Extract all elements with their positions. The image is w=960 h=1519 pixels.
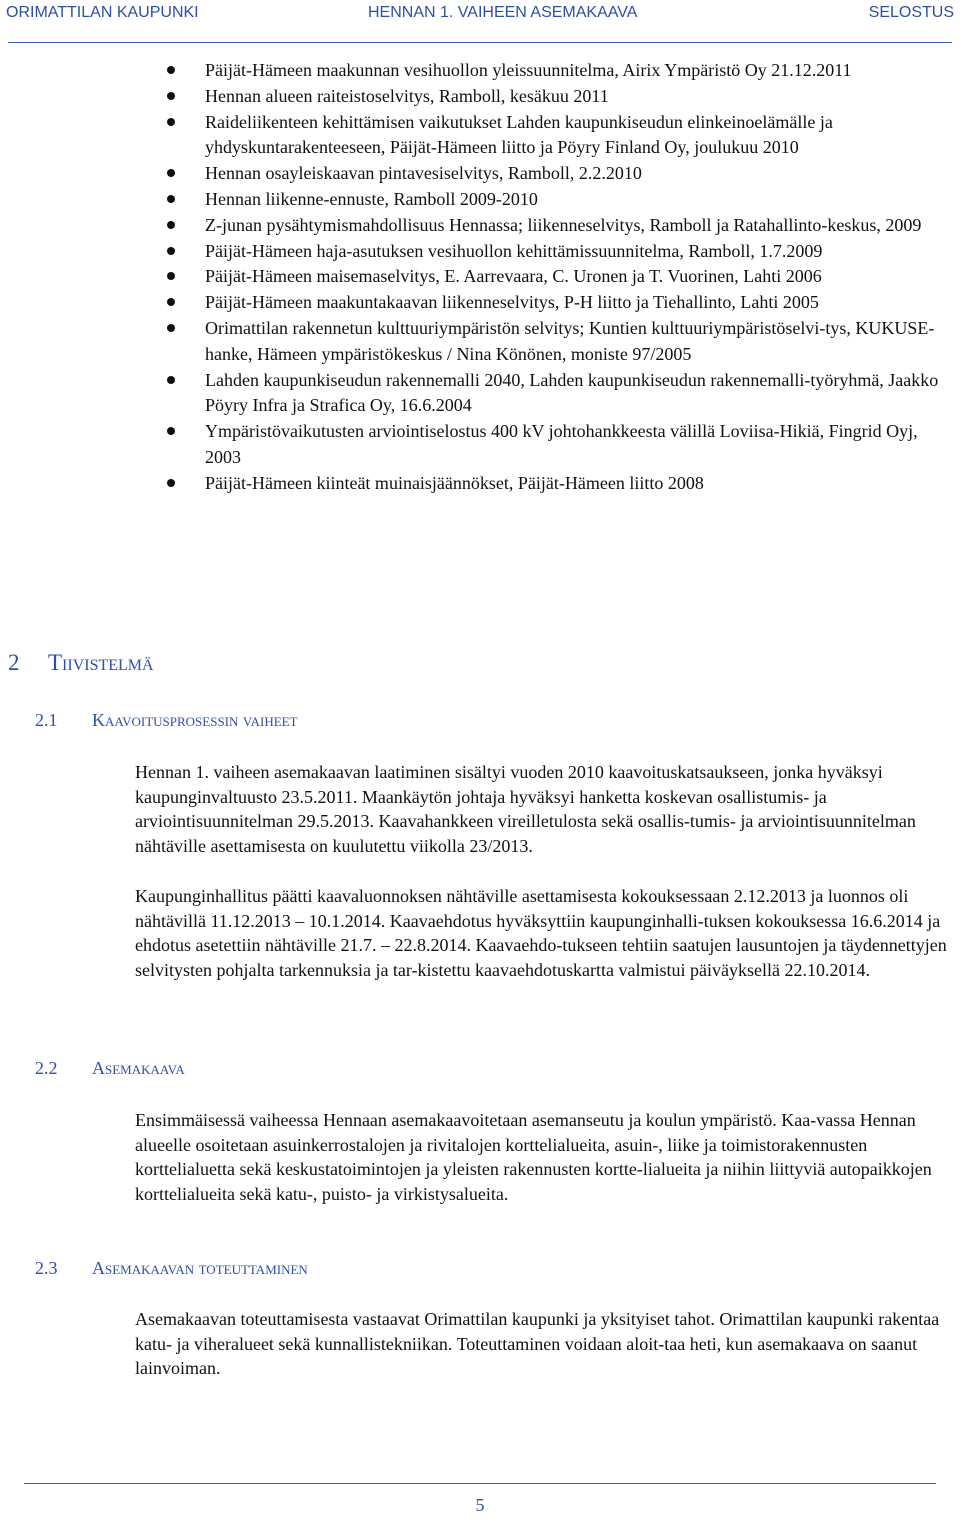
section-number: 2.2 — [35, 1058, 58, 1078]
reference-item — [167, 110, 957, 162]
page-header — [6, 4, 954, 26]
reference-text: Z-junan pysähtymismahdollisuus Hennassa; liikenneselvitys, Ramboll ja Ratahallinto-keskus, 2009 — [205, 214, 922, 235]
header-document-title: HENNAN 1. VAIHEEN ASEMAKAAVA — [368, 4, 638, 21]
section-number: 2 — [8, 650, 20, 675]
bullet-icon — [167, 221, 175, 229]
bullet-icon — [167, 272, 175, 280]
header-rule — [8, 42, 952, 43]
reference-item — [167, 187, 957, 213]
reference-text: Hennan liikenne-ennuste, Ramboll 2009-2010 — [205, 188, 538, 209]
section-2-2-heading — [35, 1058, 185, 1079]
section-title: Kaavoitusprosessin vaiheet — [92, 710, 298, 730]
reference-text: Orimattilan rakennetun kulttuuriympäristön selvitys; Kuntien kulttuuriympäristöselvi-tys, KUKUSE-hanke, Hämeen ympäristökeskus / Nina Könönen, moniste 97/2005 — [205, 317, 935, 364]
bullet-icon — [167, 66, 175, 74]
reference-item — [167, 84, 957, 110]
bullet-icon — [167, 324, 175, 332]
reference-text: Päijät-Hämeen haja-asutuksen vesihuollon kehittämissuunnitelma, Ramboll, 1.7.2009 — [205, 240, 823, 261]
paragraph: Asemakaavan toteuttamisesta vastaavat Orimattilan kaupunki ja yksityiset tahot. Orimattilan kaupunki rakentaa katu- ja viheralueet sekä kunnallistekniikan. Toteuttaminen voidaan aloit-taa heti, kun asemakaava on saanut lainvoiman. — [135, 1309, 940, 1379]
reference-text: Hennan osayleiskaavan pintavesiselvitys, Ramboll, 2.2.2010 — [205, 163, 642, 184]
section-number: 2.3 — [35, 1258, 58, 1278]
reference-item — [167, 239, 957, 265]
bullet-icon — [167, 118, 175, 126]
section-title: Tiivistelmä — [48, 650, 154, 675]
reference-item — [167, 58, 957, 84]
bullet-icon — [167, 169, 175, 177]
bullet-icon — [167, 479, 175, 487]
bullet-icon — [167, 92, 175, 100]
reference-item — [167, 290, 957, 316]
reference-text: Päijät-Hämeen maisemaselvitys, E. Aarrevaara, C. Uronen ja T. Vuorinen, Lahti 2006 — [205, 266, 822, 287]
bullet-icon — [167, 247, 175, 255]
section-title: Asemakaava — [92, 1058, 185, 1078]
reference-text: Päijät-Hämeen maakuntakaavan liikenneselvitys, P-H liitto ja Tiehallinto, Lahti 2005 — [205, 292, 819, 313]
reference-text: Hennan alueen raiteistoselvitys, Ramboll, kesäkuu 2011 — [205, 85, 609, 106]
bullet-icon — [167, 427, 175, 435]
reference-text: Päijät-Hämeen kiinteät muinaisjäännökset, Päijät-Hämeen liitto 2008 — [205, 472, 704, 493]
section-number: 2.1 — [35, 710, 58, 730]
section-2-3-heading — [35, 1258, 308, 1279]
reference-text: Raideliikenteen kehittämisen vaikutukset Lahden kaupunkiseudun elinkeinoelämälle ja yhdyskuntarakenteeseen, Päijät-Hämeen liitto ja Pöyry Finland Oy, joulukuu 2010 — [205, 111, 833, 158]
reference-item — [167, 471, 957, 497]
paragraph: Hennan 1. vaiheen asemakaavan laatiminen sisältyi vuoden 2010 kaavoituskatsaukseen, jonka hyväksyi kaupunginvaltuusto 23.5.2011. Maankäytön johtaja hyväksyi hanketta koskevan osallistumis- ja arviointisuunnitelman 29.5.2013. Kaavahankkeen vireilletulosta sekä osallis-tumis- ja arviointisuunnitelman nähtäville asettamisesta on kuulutettu viikolla 23/2013. — [135, 762, 916, 856]
paragraph: Ensimmäisessä vaiheessa Hennaan asemakaavoitetaan asemanseutu ja koulun ympäristö. Kaa-vassa Hennan alueelle osoitetaan asuinkerrostalojen ja rivitalojen korttelialueita, asuin-, liike ja toimistorakennusten korttelialuetta sekä keskustatoimintojen ja yleisten rakennusten kortte-lialueita ja niihin liittyviä autopaikkojen korttelialueita sekä katu-, puisto- ja virkistysalueita. — [135, 1110, 932, 1204]
reference-item — [167, 161, 957, 187]
bullet-icon — [167, 195, 175, 203]
reference-text: Päijät-Hämeen maakunnan vesihuollon yleissuunnitelma, Airix Ympäristö Oy 21.12.2011 — [205, 60, 852, 80]
bullet-icon — [167, 376, 175, 384]
reference-item — [167, 213, 957, 239]
section-title: Asemakaavan toteuttaminen — [92, 1258, 308, 1278]
reference-text: Ympäristövaikutusten arviointiselostus 400 kV johtohankkeesta välillä Loviisa-Hikiä, Fingrid Oyj, 2003 — [205, 421, 918, 467]
reference-item — [167, 264, 957, 290]
footer-rule — [24, 1483, 936, 1484]
reference-item — [167, 316, 957, 368]
reference-item — [167, 368, 957, 420]
header-document-type: SELOSTUS — [868, 4, 954, 21]
section-2-1-heading — [35, 710, 298, 731]
bullet-icon — [167, 298, 175, 306]
page-number: 5 — [475, 1495, 485, 1515]
reference-item — [167, 419, 957, 471]
reference-text: Lahden kaupunkiseudun rakennemalli 2040, Lahden kaupunkiseudun rakennemalli-työryhmä, Jaakko Pöyry Infra ja Strafica Oy, 16.6.2004 — [205, 369, 939, 416]
paragraph: Kaupunginhallitus päätti kaavaluonnoksen nähtäville asettamisesta kokouksessaan 2.12.2013 ja luonnos oli nähtävillä 11.12.2013 – 10.1.2014. Kaavaehdotus hyväksyttiin kaupunginhalli-tuksen kokouksessa 16.6.2014 ja ehdotus asetettiin nähtäville 21.7. – 22.8.2014. Kaavaehdo-tukseen tehtiin saatujen lausuntojen ja täydennettyjen selvitysten pohjalta tarkennuksia ja tar-kistettu kaavaehdotuskartta valmistui päiväyksellä 22.10.2014. — [135, 886, 947, 980]
section-2-heading — [8, 650, 154, 676]
header-organization: ORIMATTILAN KAUPUNKI — [6, 4, 199, 21]
reference-list — [167, 58, 957, 497]
